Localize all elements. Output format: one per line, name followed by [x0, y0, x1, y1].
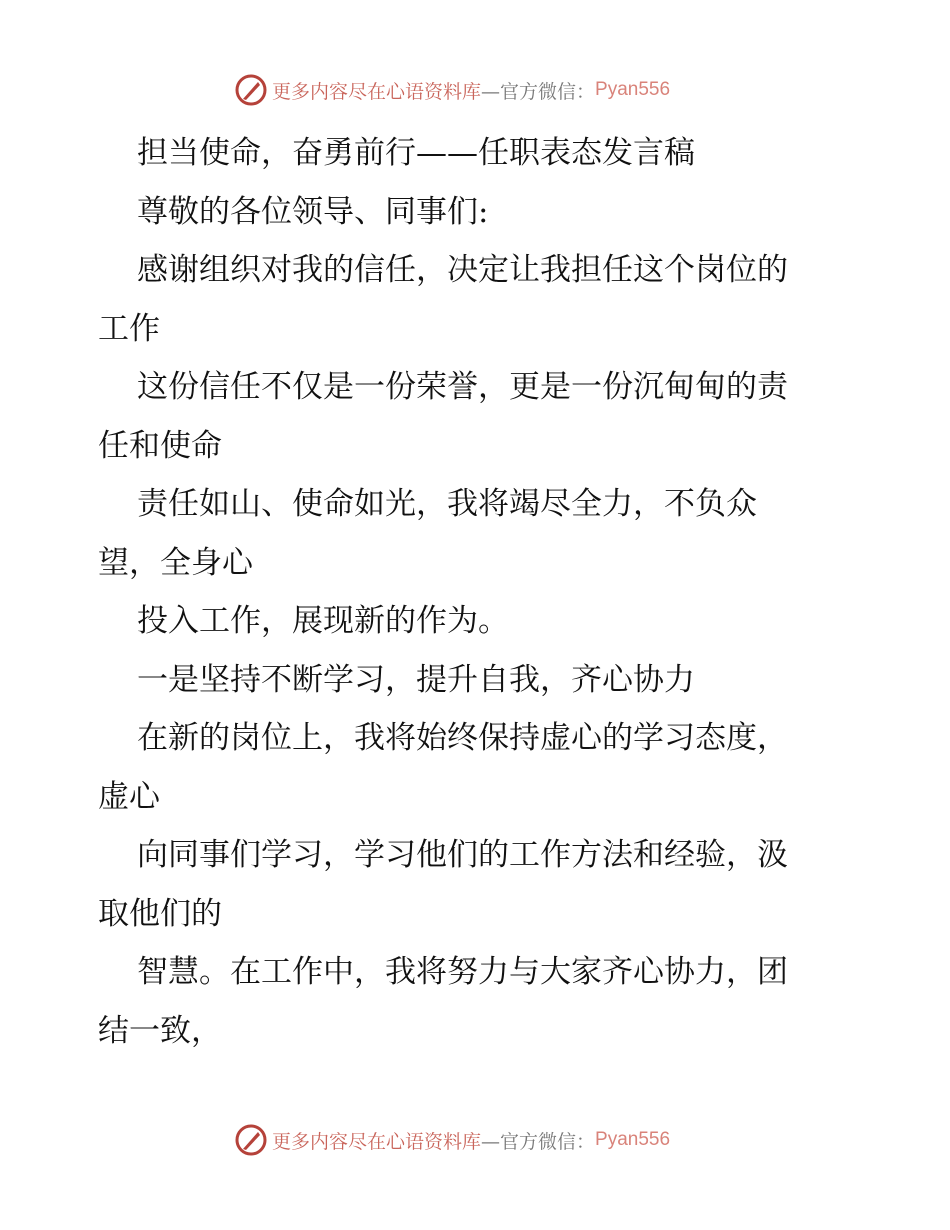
footer-wechat-id: Pyan556: [595, 1129, 671, 1150]
text-line: 尊敬的各位领导、同事们:: [137, 193, 489, 230]
text-line: 在新的岗位上，我将始终保持虚心的学习态度，: [137, 720, 788, 756]
text-line: 责任如山、使命如光，我将竭尽全力，不负众: [137, 486, 757, 522]
text-line: 结一致，: [98, 1012, 222, 1049]
text-line: 投入工作，展现新的作为。: [137, 603, 509, 639]
text-line: 任和使命: [98, 427, 222, 464]
quill-logo-icon: [234, 73, 268, 107]
text-line: 工作: [98, 310, 160, 347]
text-line: 一是坚持不断学习，提升自我，齐心协力: [137, 661, 695, 698]
text-line: 虚心: [98, 778, 160, 815]
header-site-text: 更多内容尽在心语资料库: [272, 80, 482, 103]
text-line: 取他们的: [98, 895, 222, 932]
text-line: 向同事们学习，学习他们的工作方法和经验，汲: [137, 837, 788, 873]
footer-separator-text: —官方微信：: [481, 1130, 596, 1153]
header-wechat-id: Pyan556: [595, 79, 671, 100]
document-body: [98, 124, 858, 1060]
text-line: 智慧。在工作中，我将努力与大家齐心协力，团: [137, 954, 788, 990]
text-line: 感谢组织对我的信任，决定让我担任这个岗位的: [137, 252, 788, 288]
text-line: 这份信任不仅是一份荣誉，更是一份沉甸甸的责: [137, 369, 788, 405]
page-footer: [234, 1122, 670, 1158]
header-separator-text: —官方微信：: [481, 80, 596, 103]
quill-logo-icon: [234, 1123, 268, 1157]
document-title: 担当使命，奋勇前行——任职表态发言稿: [137, 135, 695, 171]
text-line: 望，全身心: [98, 544, 253, 581]
footer-site-text: 更多内容尽在心语资料库: [272, 1130, 482, 1153]
page-header: [234, 72, 670, 108]
